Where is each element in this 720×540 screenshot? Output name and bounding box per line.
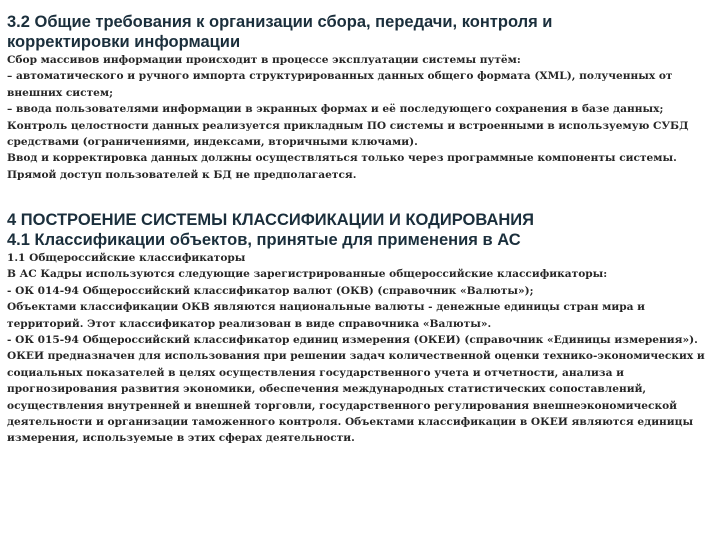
text-line: Сбор массивов информации происходит в процессе эксплуатации системы путём: bbox=[7, 54, 521, 66]
text-line: деятельности и организации таможенного контроля. Объектами классификации в ОКЕИ являются единицы bbox=[7, 416, 694, 429]
text-line: территорий. Этот классификатор реализован в виде справочника «Валюты». bbox=[7, 317, 492, 330]
section-heading: 3.2 Общие требования к организации сбора, передачи, контроля и bbox=[7, 13, 553, 31]
text-line: - ОК 014-94 Общероссийский классификатор валют (ОКВ) (справочник «Валюты»); bbox=[7, 284, 534, 297]
text-line: Ввод и корректировка данных должны осуществляться только через программные компоненты системы. bbox=[7, 152, 677, 165]
subsection-heading: 4.1 Классификации объектов, принятые для применения в АС bbox=[7, 231, 521, 249]
text-line: – ввода пользователями информации в экранных формах и её последующего сохранения в базе данных; bbox=[7, 103, 664, 116]
text-line: В АС Кадры используются следующие зарегистрированные общероссийские классификаторы: bbox=[7, 268, 608, 281]
text-line: внешних систем; bbox=[7, 86, 114, 99]
section-classification-system bbox=[7, 210, 706, 447]
section-heading-continuation: корректировки информации bbox=[7, 33, 241, 51]
text-line: 1.1 Общероссийские классификаторы bbox=[7, 252, 246, 264]
text-line: – автоматического и ручного импорта структурированных данных общего формата (XML), полученных от bbox=[7, 70, 673, 83]
text-line: - ОК 015-94 Общероссийский классификатор единиц измерения (ОКЕИ) (справочник «Единицы измерения»). bbox=[7, 334, 698, 347]
text-line: социальных показателей в целях осуществления государственного учета и отчетности, анализа и bbox=[7, 366, 624, 379]
text-line: Прямой доступ пользователей к БД не предполагается. bbox=[7, 168, 357, 181]
text-line: измерения, используемые в этих сферах деятельности. bbox=[7, 432, 355, 445]
text-line: прогнозирования развития экономики, обеспечения международных статистических сопоставлений, bbox=[7, 383, 647, 396]
text-line: ОКЕИ предназначен для использования при решении задач количественной оценки технико-экономических и bbox=[7, 350, 705, 363]
text-line: осуществления внутренней и внешней торговли, государственного регулирования внешнеэкономической bbox=[7, 399, 678, 412]
text-line: Контроль целостности данных реализуется прикладным ПО системы и встроенными в используемую СУБД bbox=[7, 119, 689, 132]
text-line: средствами (ограничениями, индексами, вторичными ключами). bbox=[7, 136, 418, 149]
text-line: Объектами классификации ОКВ являются национальные валюты - денежные единицы стран мира и bbox=[7, 301, 646, 314]
section-data-requirements bbox=[7, 12, 706, 183]
chapter-heading: 4 ПОСТРОЕНИЕ СИСТЕМЫ КЛАССИФИКАЦИИ И КОДИРОВАНИЯ bbox=[7, 211, 535, 229]
